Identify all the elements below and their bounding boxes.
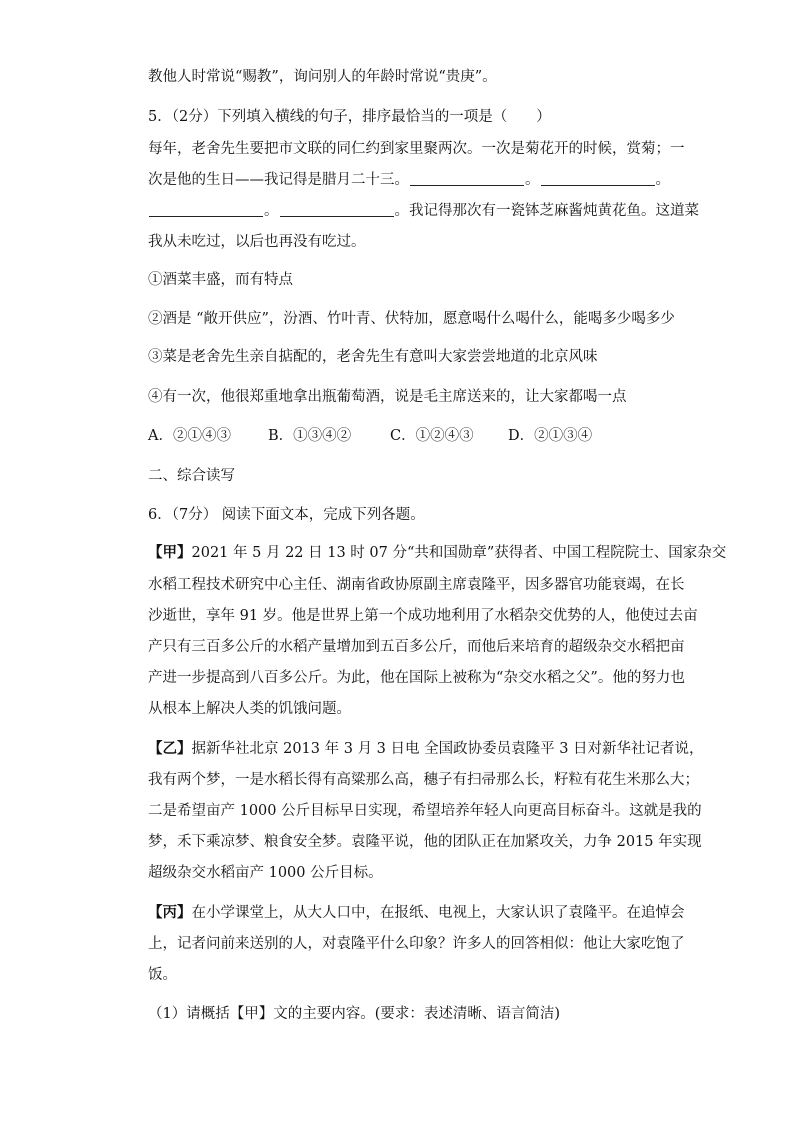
option-b: B．①③④② <box>268 428 352 444</box>
jia-line-4: 产只有三百多公斤的水稻产量增加到五百多公斤，而他后来培育的超级杂交水稻把亩 <box>148 639 685 655</box>
jia-line-1 <box>148 543 727 563</box>
passage-text: 。我记得那次有一瓷钵芝麻酱炖黄花鱼。这道菜 <box>394 203 699 219</box>
answer-blank-1 <box>410 171 524 186</box>
passage-punct: 。 <box>655 172 670 188</box>
yi-line-1 <box>148 739 704 759</box>
option-d: D．②①③④ <box>508 428 593 444</box>
yi-text: 据新华社北京 2013 年 3 月 3 日电 全国政协委员袁隆平 3 日对新华社记者说， <box>191 741 704 757</box>
option-c: C．①②④③ <box>390 428 474 444</box>
bing-tag: 【丙】 <box>148 904 192 921</box>
q6-stem: 6．（7分） 阅读下面文本，完成下列各题。 <box>148 507 425 523</box>
passage-text: 次是他的生日——我记得是腊月二十三。 <box>148 172 409 188</box>
option-a: A．②①④③ <box>148 428 231 444</box>
jia-line-5: 产进一步提高到八百多公斤。为此，他在国际上被称为“杂交水稻之父”。他的努力也 <box>148 670 685 686</box>
intro-line: 教他人时常说“赐教”，询问别人的年龄时常说“贵庚”。 <box>148 69 497 85</box>
q5-passage-line-1: 每年，老舍先生要把市文联的同仁约到家里聚两次。一次是菊花开的时候，赏菊；一 <box>148 141 685 157</box>
bing-line-2: 上，记者问前来送别的人，对袁隆平什么印象？许多人的回答相似：他让大家吃饱了 <box>148 936 685 952</box>
q5-item-4: ④有一次，他很郑重地拿出瓶葡萄酒，说是毛主席送来的，让大家都喝一点 <box>148 389 627 405</box>
bing-line-3: 饭。 <box>148 967 177 983</box>
jia-line-3: 沙逝世，享年 91 岁。他是世界上第一个成功地利用了水稻杂交优势的人，他使过去亩 <box>148 608 698 624</box>
passage-punct: 。 <box>264 203 279 219</box>
passage-punct: 。 <box>525 172 540 188</box>
q5-item-3: ③菜是老舍先生亲自掂配的，老舍先生有意叫大家尝尝地道的北京风味 <box>148 349 598 365</box>
q6-sub-question-1: （1）请概括【甲】文的主要内容。(要求：表述清晰、语言简洁) <box>148 1006 561 1022</box>
bing-line-1 <box>148 903 685 923</box>
q5-passage-line-4: 我从未吃过，以后也再没有吃过。 <box>148 234 366 250</box>
q5-item-2: ②酒是 “敞开供应”，汾酒、竹叶青、伏特加，愿意喝什么喝什么，能喝多少喝多少 <box>148 311 675 327</box>
yi-line-4: 梦，禾下乘凉梦、粮食安全梦。袁隆平说，他的团队正在加紧攻关，力争 2015 年实现 <box>148 834 702 850</box>
jia-line-6: 从根本上解决人类的饥饿问题。 <box>148 701 351 717</box>
bing-text: 在小学课堂上，从大人口中，在报纸、电视上，大家认识了袁隆平。在追悼会 <box>191 905 685 921</box>
answer-blank-4 <box>280 202 394 217</box>
jia-text: 2021 年 5 月 22 日 13 时 07 分“共和国勋章”获得者、中国工程院院士、国家杂交 <box>191 545 727 561</box>
q5-passage-line-3 <box>148 201 699 221</box>
q5-options <box>148 426 644 446</box>
answer-blank-3 <box>149 202 263 217</box>
yi-tag: 【乙】 <box>148 740 192 757</box>
q5-item-1: ①酒菜丰盛，而有特点 <box>148 272 293 288</box>
section-heading: 二、综合读写 <box>148 468 235 484</box>
yi-line-2: 我有两个梦，一是水稻长得有高粱那么高，穗子有扫帚那么长，籽粒有花生米那么大； <box>148 772 699 788</box>
jia-tag: 【甲】 <box>148 544 192 561</box>
q5-passage-line-2 <box>148 170 670 190</box>
answer-blank-2 <box>541 171 655 186</box>
yi-line-3: 二是希望亩产 1000 公斤目标早日实现，希望培养年轻人向更高目标奋斗。这就是我的 <box>148 803 702 819</box>
jia-line-2: 水稻工程技术研究中心主任、湖南省政协原副主席袁隆平，因多器官功能衰竭，在长 <box>148 577 685 593</box>
yi-line-5: 超级杂交水稻亩产 1000 公斤目标。 <box>148 865 383 881</box>
q5-stem: 5．（2分）下列填入横线的句子，排序最恰当的一项是（ ） <box>148 109 551 125</box>
